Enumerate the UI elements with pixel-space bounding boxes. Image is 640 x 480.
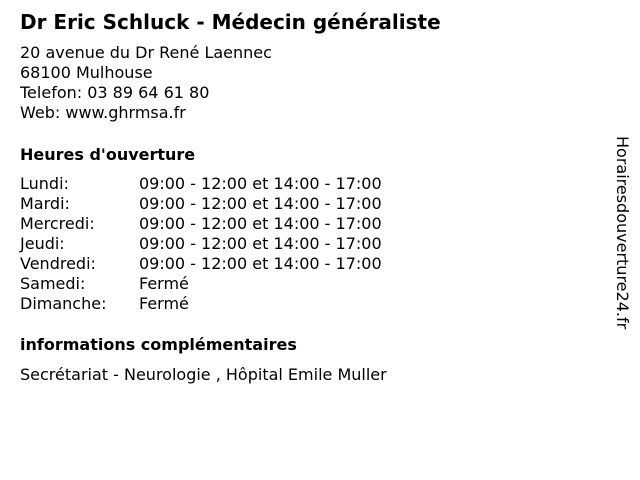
hours-row (20, 274, 382, 294)
day-hours: Fermé (139, 294, 189, 313)
contact-block (20, 43, 272, 123)
day-hours: 09:00 - 12:00 et 14:00 - 17:00 (139, 214, 382, 233)
day-label: Dimanche: (20, 294, 107, 313)
day-label: Lundi: (20, 174, 69, 193)
hours-row (20, 234, 382, 254)
hours-row (20, 254, 382, 274)
hours-heading: Heures d'ouverture (20, 145, 196, 164)
info-text: Secrétariat - Neurologie , Hôpital Emile Muller (20, 365, 387, 384)
hours-table (20, 174, 382, 314)
day-label: Jeudi: (20, 234, 65, 253)
day-hours: 09:00 - 12:00 et 14:00 - 17:00 (139, 234, 382, 253)
address-street: 20 avenue du Dr René Laennec (20, 43, 272, 62)
hours-row (20, 294, 382, 314)
page-title: Dr Eric Schluck - Médecin généraliste (20, 10, 441, 34)
website: Web: www.ghrmsa.fr (20, 103, 186, 122)
day-hours: 09:00 - 12:00 et 14:00 - 17:00 (139, 194, 382, 213)
hours-row (20, 194, 382, 214)
hours-row (20, 174, 382, 194)
day-hours: 09:00 - 12:00 et 14:00 - 17:00 (139, 174, 382, 193)
phone-number: Telefon: 03 89 64 61 80 (20, 83, 210, 102)
day-label: Vendredi: (20, 254, 96, 273)
day-hours: Fermé (139, 274, 189, 293)
day-hours: 09:00 - 12:00 et 14:00 - 17:00 (139, 254, 382, 273)
day-label: Mardi: (20, 194, 70, 213)
hours-row (20, 214, 382, 234)
day-label: Samedi: (20, 274, 86, 293)
site-watermark: Horairesdouverture24.fr (613, 136, 632, 330)
address-city: 68100 Mulhouse (20, 63, 153, 82)
day-label: Mercredi: (20, 214, 95, 233)
info-heading: informations complémentaires (20, 335, 297, 354)
